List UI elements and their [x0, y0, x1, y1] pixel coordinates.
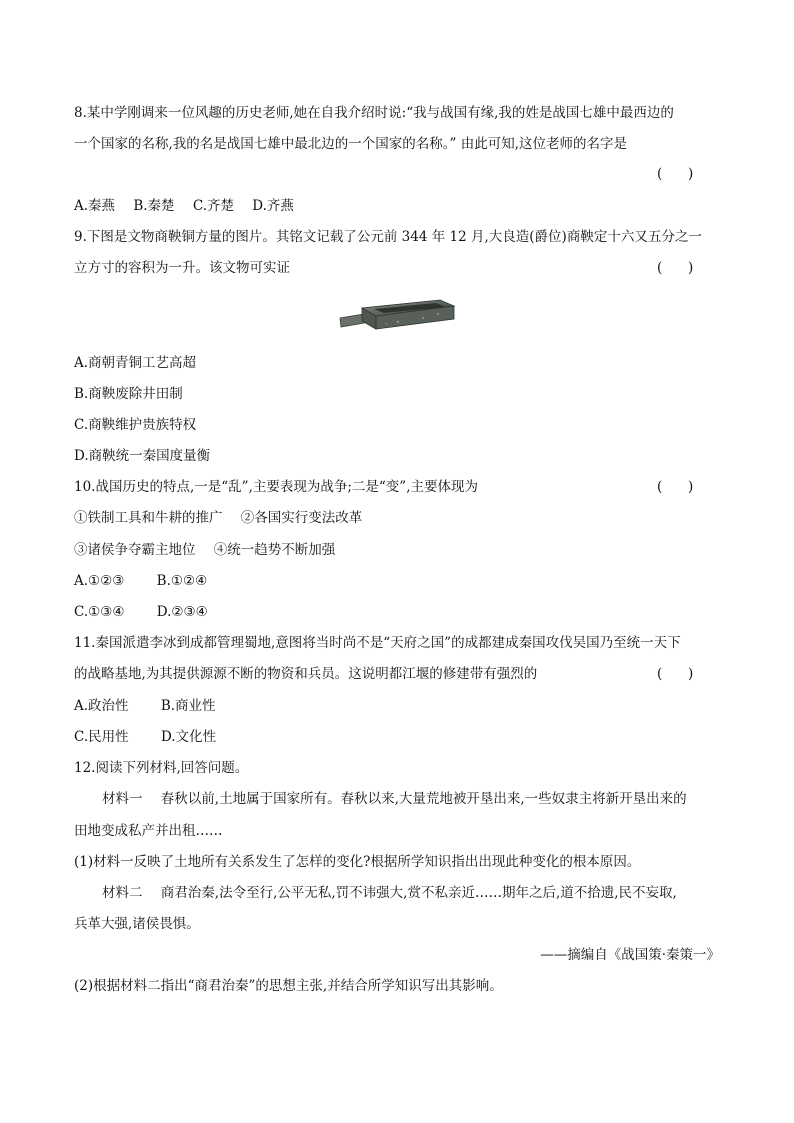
q12-material1-line1 [102, 790, 687, 808]
q10-option-a: A.①②③ [74, 573, 125, 589]
q8-answer-bracket: ( ) [657, 166, 694, 182]
q9-option-b: B.商鞅废除井田制 [74, 386, 183, 402]
q10-options-row1 [74, 572, 207, 590]
q12-material1-label: 材料一 [102, 791, 143, 807]
q12-material2-text: 商君治秦,法令至行,公平无私,罚不讳强大,赏不私亲近……期年之后,道不拾遗,民不妄取, [160, 885, 677, 901]
q12-material1-line2: 田地变成私产并出租…… [74, 823, 223, 839]
q9-stem-line1: 9.下图是文物商鞅铜方量的图片。其铭文记载了公元前 344 年 12 月,大良造(爵位)商鞅定十六又五分之一 [74, 229, 702, 245]
q12-material2-line1 [102, 884, 677, 902]
q10-option-d: D.②③④ [156, 604, 208, 620]
q11-options-row2 [74, 728, 216, 746]
q9-option-c: C.商鞅维护贵族特权 [74, 417, 197, 433]
q12-material1-text: 春秋以前,土地属于国家所有。春秋以来,大量荒地被开垦出来,一些奴隶主将新开垦出来的 [160, 791, 687, 807]
q10-statement-2: ②各国实行变法改革 [240, 510, 363, 526]
q8-option-a: A.秦燕 [74, 198, 116, 214]
q9-option-a: A.商朝青铜工艺高超 [74, 355, 197, 371]
q10-option-c: C.①③④ [74, 604, 125, 620]
q11-option-a: A.政治性 [74, 698, 129, 714]
q11-option-b: B.商业性 [160, 698, 216, 714]
q8-options [74, 197, 294, 215]
q10-statement-1: ①铁制工具和牛耕的推广 [74, 510, 223, 526]
q9-stem-line2: 立方寸的容积为一升。该文物可实证 [74, 260, 290, 276]
q8-stem-line1: 8.某中学刚调来一位风趣的历史老师,她在自我介绍时说:“我与战国有缘,我的姓是战国七雄中最西边的 [74, 105, 674, 121]
q8-stem-line2: 一个国家的名称,我的名是战国七雄中最北边的一个国家的名称。” 由此可知,这位老师的名字是 [74, 136, 628, 152]
q10-stem: 10.战国历史的特点,一是“乱”,主要表现为战争;二是“变”,主要体现为 [74, 479, 478, 495]
q11-options-row1 [74, 697, 216, 715]
q9-option-d: D.商鞅统一秦国度量衡 [74, 448, 211, 464]
q12-material2-source: ——摘编自《战国策·秦策一》 [540, 947, 720, 963]
q10-statements-line1 [74, 509, 362, 527]
q11-option-d: D.文化性 [160, 729, 217, 745]
q8-option-c: C.齐楚 [192, 198, 234, 214]
q10-statements-line2 [74, 541, 335, 559]
q12-question2: (2)根据材料二指出“商君治秦”的思想主张,并结合所学知识写出其影响。 [74, 978, 503, 994]
q12-material2-label: 材料二 [102, 885, 143, 901]
q12-question1: (1)材料一反映了土地所有关系发生了怎样的变化?根据所学知识指出出现此种变化的根本原因。 [74, 854, 641, 870]
q10-answer-bracket: ( ) [657, 479, 694, 495]
q11-answer-bracket: ( ) [657, 666, 694, 682]
q12-intro: 12.阅读下列材料,回答问题。 [74, 760, 249, 776]
q8-option-d: D.齐燕 [252, 198, 294, 214]
q10-options-row2 [74, 603, 208, 621]
q10-statement-3: ③诸侯争夺霸主地位 [74, 542, 196, 558]
q11-stem-line1: 11.秦国派遣李冰到成都管理蜀地,意图将当时尚不是“天府之国”的成都建成秦国攻伐吴国乃至统一天下 [74, 635, 681, 651]
q11-option-c: C.民用性 [74, 729, 129, 745]
q12-material2-line2: 兵革大强,诸侯畏惧。 [74, 916, 200, 932]
q10-statement-4: ④统一趋势不断加强 [213, 542, 336, 558]
q10-option-b: B.①②④ [156, 573, 208, 589]
q9-answer-bracket: ( ) [657, 260, 694, 276]
q8-option-b: B.秦楚 [133, 198, 175, 214]
bronze-measure-image [338, 296, 456, 332]
q11-stem-line2: 的战略基地,为其提供源源不断的物资和兵员。这说明都江堰的修建带有强烈的 [74, 666, 538, 682]
